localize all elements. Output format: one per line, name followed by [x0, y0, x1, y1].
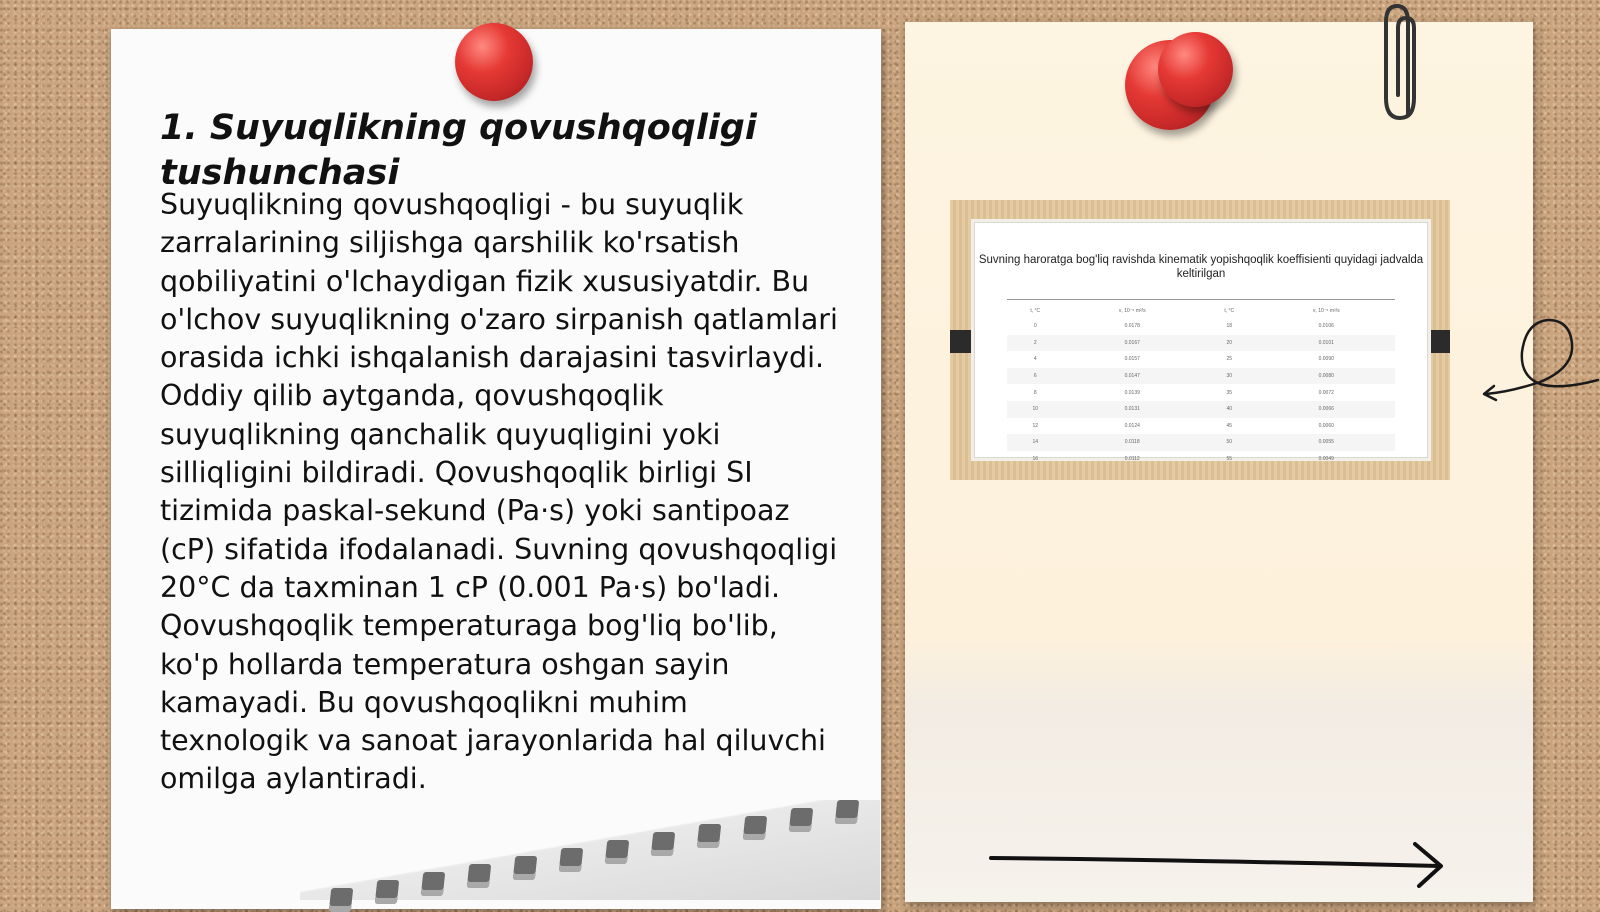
table-cell: 0.0112	[1124, 456, 1140, 463]
table-cell: 2	[1007, 335, 1064, 352]
table-cell: 0.0080	[1258, 368, 1396, 385]
table-cell: 0.0055	[1258, 434, 1396, 451]
table-row	[1007, 335, 1395, 352]
slide-title: 1. Suyuqlikning qovushqoqligi tushunchasi	[160, 108, 757, 193]
table-cell: 0.0101	[1258, 335, 1396, 352]
table-cell: 16	[1032, 456, 1039, 463]
table-header-cell: ν, 10⁻⁶ m²/s	[1312, 307, 1340, 314]
table-cell: 25	[1226, 356, 1233, 363]
table-cell: 0.0072	[1318, 389, 1334, 396]
table-cell: 0.0178	[1124, 323, 1140, 330]
loop-arrow-icon	[1480, 312, 1600, 412]
table-cell: 18	[1226, 323, 1233, 330]
table-cell: 14	[1007, 434, 1064, 451]
spiral-tooth	[835, 800, 860, 824]
table-cell: 40	[1201, 401, 1258, 418]
table-row	[1007, 351, 1395, 368]
spiral-tooth	[329, 888, 354, 912]
table-row	[1007, 318, 1395, 335]
pushpin-icon	[455, 23, 533, 101]
table-cell: 0.0106	[1318, 323, 1334, 330]
table-cell: 0.0060	[1318, 422, 1334, 429]
table-cell: 35	[1226, 389, 1233, 396]
table-cell: 0.0066	[1258, 401, 1396, 418]
table-row	[1007, 401, 1395, 418]
table-row	[1007, 434, 1395, 451]
spiral-tooth	[651, 832, 676, 856]
table-row	[1007, 418, 1395, 435]
table-cell: 0.0157	[1124, 356, 1140, 363]
spiral-tooth	[513, 856, 538, 880]
table-cell: 0.0131	[1064, 401, 1201, 418]
spiral-tooth	[697, 824, 722, 848]
table-header-cell: ν, 10⁻⁶ m²/s	[1118, 307, 1146, 314]
table-cell: 20	[1201, 335, 1258, 352]
table-cell: 30	[1201, 368, 1258, 385]
paperclip-icon	[1380, 0, 1430, 125]
spiral-tooth	[789, 808, 814, 832]
table-divider	[1007, 299, 1395, 300]
table-row	[1007, 451, 1395, 468]
viscosity-table	[1007, 303, 1395, 467]
table-cell: 0.0090	[1318, 356, 1334, 363]
long-arrow-icon	[985, 838, 1450, 888]
table-cell: 0.0139	[1124, 389, 1140, 396]
table-cell: 0.0167	[1064, 335, 1201, 352]
table-cell: 0.0049	[1318, 456, 1334, 463]
table-cell: 0.0124	[1124, 422, 1140, 429]
pushpin-icon	[1158, 32, 1233, 107]
table-cell: 10	[1007, 401, 1064, 418]
table-header-cell: t, °C	[1030, 307, 1041, 314]
spiral-tooth	[559, 848, 584, 872]
spiral-tooth	[605, 840, 630, 864]
viscosity-table-card	[974, 222, 1428, 463]
table-cell: 8	[1033, 389, 1037, 396]
table-cell: 45	[1226, 422, 1233, 429]
spiral-tooth	[467, 864, 492, 888]
table-row	[1007, 384, 1395, 401]
spiral-tooth	[421, 872, 446, 896]
table-cell: 0.0147	[1064, 368, 1201, 385]
table-cell: 0	[1033, 323, 1037, 330]
table-caption: Suvning haroratga bog'liq ravishda kinematik yopishqoqlik koeffisienti quyidagi jadvalda keltirilgan	[978, 254, 1424, 280]
table-cell: 0.0118	[1064, 434, 1201, 451]
table-cell: 4	[1033, 356, 1037, 363]
table-cell: 6	[1007, 368, 1064, 385]
table-cell: 55	[1226, 456, 1233, 463]
table-header-cell: t, °C	[1224, 307, 1235, 314]
slide-body-text: Suyuqlikning qovushqoqligi - bu suyuqlik zarralarining siljishga qarshilik ko'rsatish qobiliyatini o'lchaydigan fizik xususiyatdir. Bu o'lchov suyuqlikning o'zaro sirpanish qatlamlari orasida ichki ishqalanish darajasini tasvirlaydi. Oddiy qilib aytganda, qovushqoqlik suyuqlikning qanchalik quyuqligini yoki silliqligini bildiradi. Qovushqoqlik birligi SI tizimida paskal-sekund (Pa·s) yoki santipoaz (cP) sifatida ifodalanadi. Suvning qovushqoqligi 20°C da taxminan 1 cP (0.001 Pa·s) bo'ladi. Qovushqoqlik temperaturaga bog'liq bo'lib, ko'p hollarda temperatura oshgan sayin kamayadi. Bu qovushqoqlikni muhim texnologik va sanoat jarayonlarida hal qiluvchi omilga aylantiradi.	[160, 188, 838, 796]
table-cell: 50	[1201, 434, 1258, 451]
table-cell: 12	[1032, 422, 1039, 429]
spiral-tooth	[375, 880, 400, 904]
spiral-tooth	[743, 816, 768, 840]
table-row	[1007, 368, 1395, 385]
